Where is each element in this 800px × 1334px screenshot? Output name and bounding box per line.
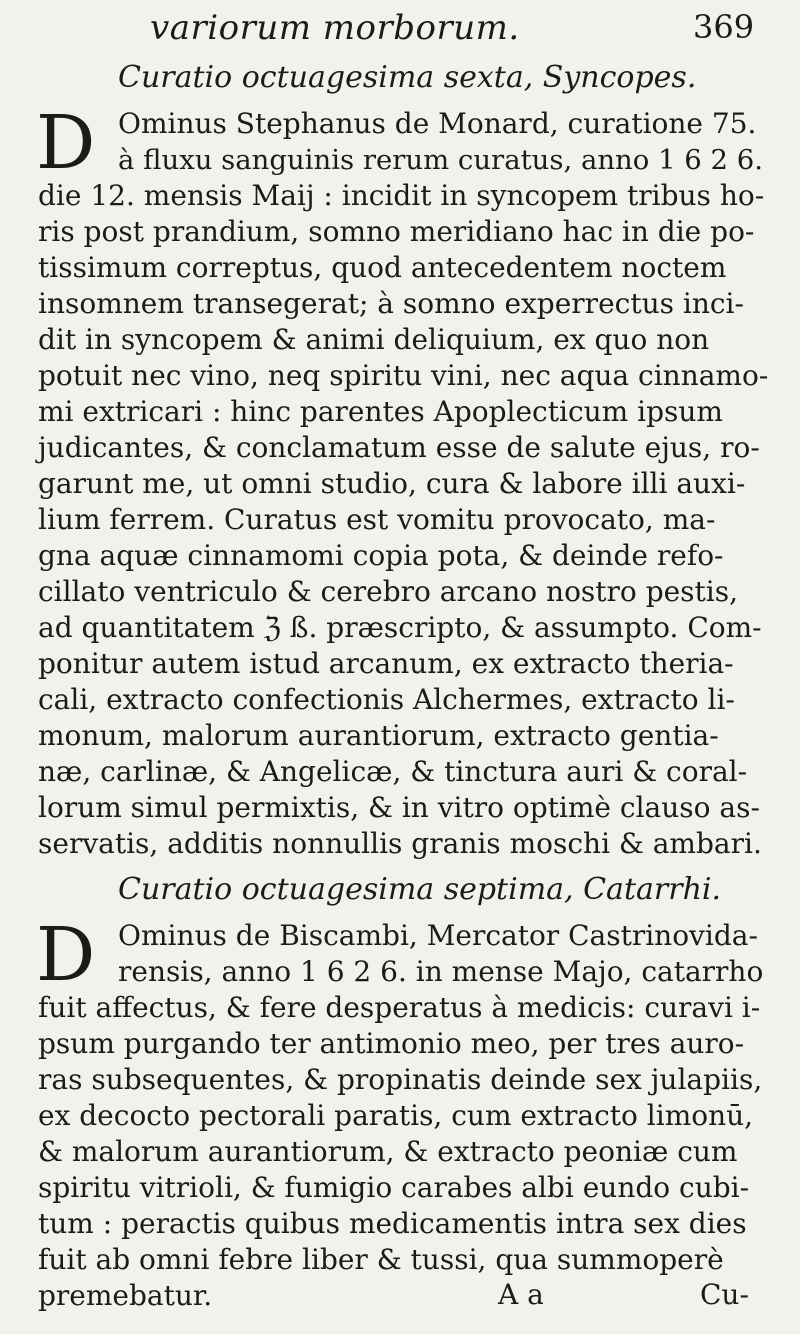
text-line: fuit ab omni febre liber & tussi, qua summoperè: [38, 1243, 724, 1276]
text-line: rensis, anno 1 6 2 6. in mense Majo, catarrho: [118, 955, 764, 988]
text-line: à fluxu sanguinis rerum curatus, anno 1 6 2 6.: [118, 144, 764, 176]
drop-cap: D: [36, 100, 96, 186]
running-head: [0, 6, 800, 46]
text-line: potuit nec vino, neq spiritu vini, nec aqua cinnamo-: [38, 359, 769, 392]
text-line: næ, carlinæ, & Angelicæ, & tinctura auri & coral-: [38, 755, 748, 788]
page-number: 369: [693, 8, 755, 46]
text-line: Ominus Stephanus de Monard, curatione 75.: [118, 107, 757, 140]
text-line: garunt me, ut omni studio, cura & labore illi auxi-: [38, 467, 746, 500]
text-line: lorum simul permixtis, & in vitro optimè clauso as-: [38, 791, 760, 824]
text-line: ras subsequentes, & propinatis deinde sex julapiis,: [38, 1063, 763, 1096]
text-line: ris post prandium, somno meridiano hac in die po-: [38, 215, 755, 248]
text-line: dit in syncopem & animi deliquium, ex quo non: [38, 323, 710, 356]
text-line: tissimum correptus, quod antecedentem noctem: [38, 251, 727, 284]
text-line: servatis, additis nonnullis granis moschi & ambari.: [38, 827, 762, 860]
text-line: ex decocto pectorali paratis, cum extracto limonū,: [38, 1099, 754, 1132]
text-line: spiritu vitrioli, & fumigio carabes albi eundo cubi-: [38, 1171, 750, 1204]
text-line: cillato ventriculo & cerebro arcano nostro pestis,: [38, 575, 739, 608]
drop-cap: D: [36, 912, 96, 998]
text-line: die 12. mensis Maij : incidit in syncopem tribus ho-: [38, 179, 765, 212]
text-line: fuit affectus, & fere desperatus à medicis: curavi i-: [38, 991, 761, 1024]
text-line: tum : peractis quibus medicamentis intra sex dies: [38, 1207, 747, 1240]
text-line: psum purgando ter antimonio meo, per tres auro-: [38, 1027, 745, 1060]
text-line: judicantes, & conclamatum esse de salute ejus, ro-: [38, 431, 760, 464]
text-line: insomnem transegerat; à somno experrectus inci-: [38, 287, 744, 320]
text-line: ad quantitatem ℨ ß. præscripto, & assumpto. Com-: [38, 611, 762, 644]
section-title: Curatio octuagesima sexta, Syncopes.: [118, 60, 697, 95]
text-line: gna aquæ cinnamomi copia pota, & deinde refo-: [38, 539, 724, 572]
text-line: & malorum aurantiorum, & extracto peoniæ cum: [38, 1135, 738, 1168]
section-title: Curatio octuagesima septima, Catarrhi.: [118, 872, 722, 907]
catchword: Cu-: [700, 1278, 749, 1311]
running-title: variorum morborum.: [150, 8, 520, 48]
text-line: cali, extracto confectionis Alchermes, extracto li-: [38, 683, 735, 716]
text-line: monum, malorum aurantiorum, extracto gentia-: [38, 719, 719, 752]
text-line: mi extricari : hinc parentes Apoplecticum ipsum: [38, 395, 723, 428]
text-line: lium ferrem. Curatus est vomitu provocato, ma-: [38, 503, 716, 536]
text-line: ponitur autem istud arcanum, ex extracto theria-: [38, 647, 734, 680]
signature-mark: A a: [498, 1278, 544, 1311]
text-line: Ominus de Biscambi, Mercator Castrinovida-: [118, 919, 758, 952]
text-line: premebatur.: [38, 1279, 213, 1312]
